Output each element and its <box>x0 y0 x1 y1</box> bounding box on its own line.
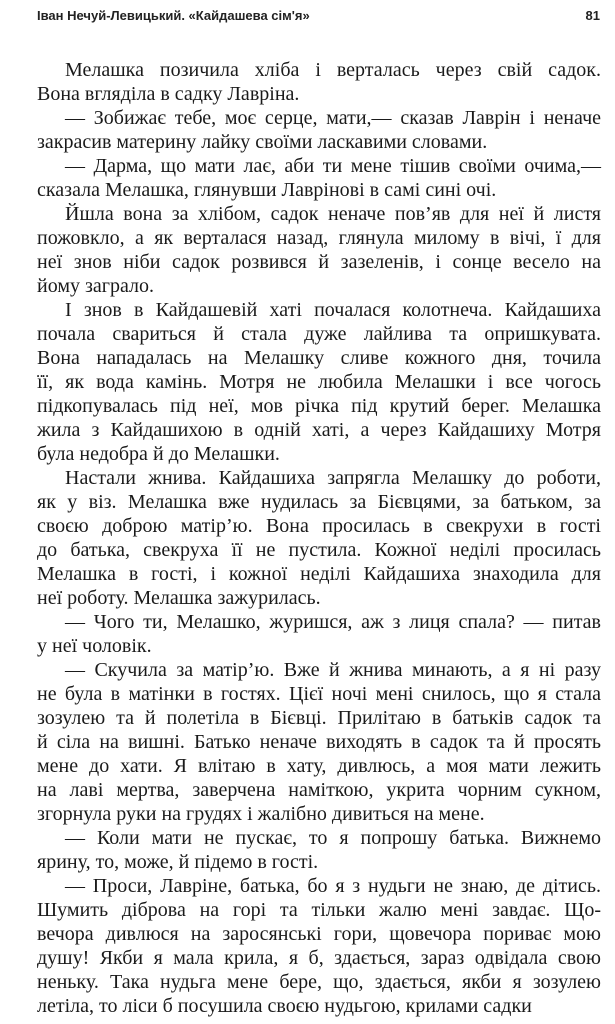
page-number: 81 <box>585 8 600 23</box>
text-line: Вона вгляділа в садку Лавріна. <box>37 83 300 105</box>
text-line: як у віз. Мелашка вже нудилась за Бієвцями, за батьком, за <box>37 491 601 513</box>
paragraph <box>37 58 601 106</box>
text-line: жила з Кайдашихою в одній хаті, а через Кайдашиху Мотря <box>37 419 601 441</box>
paragraph <box>37 610 601 658</box>
paragraph <box>37 658 601 826</box>
text-line: не була в матінки в гостях. Цієї ночі мені снилось, що я стала <box>37 683 601 705</box>
text-line: зозулею та й полетіла в Бієвці. Прилітаю в батьків садок та <box>37 707 601 729</box>
text-line: Йшла вона за хлібом, садок неначе пов’яв для неї й листя <box>65 203 601 225</box>
paragraph <box>37 466 601 610</box>
text-line: — Проси, Лавріне, батька, бо я з нудьги не знаю, де дітись. <box>65 875 601 897</box>
text-line: — Дарма, що мати лає, аби ти мене тішив своїми очима,— <box>65 155 601 177</box>
page-body-text <box>37 58 601 1018</box>
text-line: Мелашка позичила хліба і верталась через свій садок. <box>65 59 601 81</box>
paragraph <box>37 202 601 298</box>
text-line: вечора дивлюся на заросянські гори, щовечора пориває мою <box>37 923 601 945</box>
text-line: — Зобижає тебе, моє серце, мати,— сказав Лаврін і неначе <box>65 107 601 129</box>
text-line: згорнула руки на грудях і жалібно дивиться на мене. <box>37 803 485 825</box>
text-line: підкопувалась під неї, мов річка під крутий берег. Мелашка <box>37 395 601 417</box>
text-line: у неї чоловік. <box>37 635 152 657</box>
text-line: мене до хати. Я влітаю в хату, дивлюсь, а моя мати лежить <box>37 755 601 777</box>
text-line: Шумить діброва на горі та тільки жалю мені завдає. Що- <box>37 899 601 921</box>
text-line: — Чого ти, Мелашко, журишся, аж з лиця спала? — питав <box>65 611 601 633</box>
text-line: своєю доброю матір’ю. Вона просилась в свекрухи в гості <box>37 515 601 537</box>
text-line: летіла, то ліси б посушила своєю нудьгою, крилами садки <box>37 995 532 1017</box>
text-line: йому заграло. <box>37 275 154 297</box>
text-line: Настали жнива. Кайдашиха запрягла Мелашку до роботи, <box>65 467 601 489</box>
text-line: сказала Мелашка, глянувши Лаврінові в самі сині очі. <box>37 179 497 201</box>
header-title: Іван Нечуй-Левицький. «Кайдашева сім'я» <box>37 8 310 23</box>
text-line: пожовкло, а як верталася назад, глянула милому в вічі, ї для <box>37 227 601 249</box>
text-line: Вона нападалась на Мелашку сливе кожного дня, точила <box>37 347 601 369</box>
text-line: — Коли мати не пускає, то я попрошу батька. Вижнемо <box>65 827 601 849</box>
paragraph <box>37 826 601 874</box>
paragraph <box>37 874 601 1018</box>
paragraph <box>37 154 601 202</box>
text-line: закрасив материну лайку своїми ласкавими словами. <box>37 131 488 153</box>
text-line: неї роботу. Мелашка зажурилась. <box>37 587 321 609</box>
text-line: І знов в Кайдашевій хаті почалася колотнеча. Кайдашиха <box>65 299 601 321</box>
text-line: її, як вода камінь. Мотря не любила Мелашки і все чогось <box>37 371 601 393</box>
text-line: на лаві мертва, заверчена наміткою, укрита чорним сукном, <box>37 779 601 801</box>
text-line: душу! Якби я мала крила, я б, здається, зараз одвідала свою <box>37 947 601 969</box>
text-line: — Скучила за матір’ю. Вже й жнива минають, а я ні разу <box>65 659 601 681</box>
text-line: неї знов ніби садок розвився й зазеленів, і сонце весело на <box>37 251 601 273</box>
text-line: почала свариться й стала дуже лайлива та опришкувата. <box>37 323 601 345</box>
text-line: була недобра й до Мелашки. <box>37 443 280 465</box>
text-line: до батька, свекруха її не пустила. Кожної неділі просилась <box>37 539 601 561</box>
text-line: неньку. Така нудьга мене бере, що, здається, якби я зозулею <box>37 971 601 993</box>
text-line: ярину, то, може, й підемо в гості. <box>37 851 319 873</box>
paragraph <box>37 298 601 466</box>
text-line: й сіла на вишні. Батько неначе виходять в садок та й просять <box>37 731 601 753</box>
running-header <box>37 8 600 26</box>
text-line: Мелашка в гості, і кожної неділі Кайдашиха знаходила для <box>37 563 601 585</box>
paragraph <box>37 106 601 154</box>
